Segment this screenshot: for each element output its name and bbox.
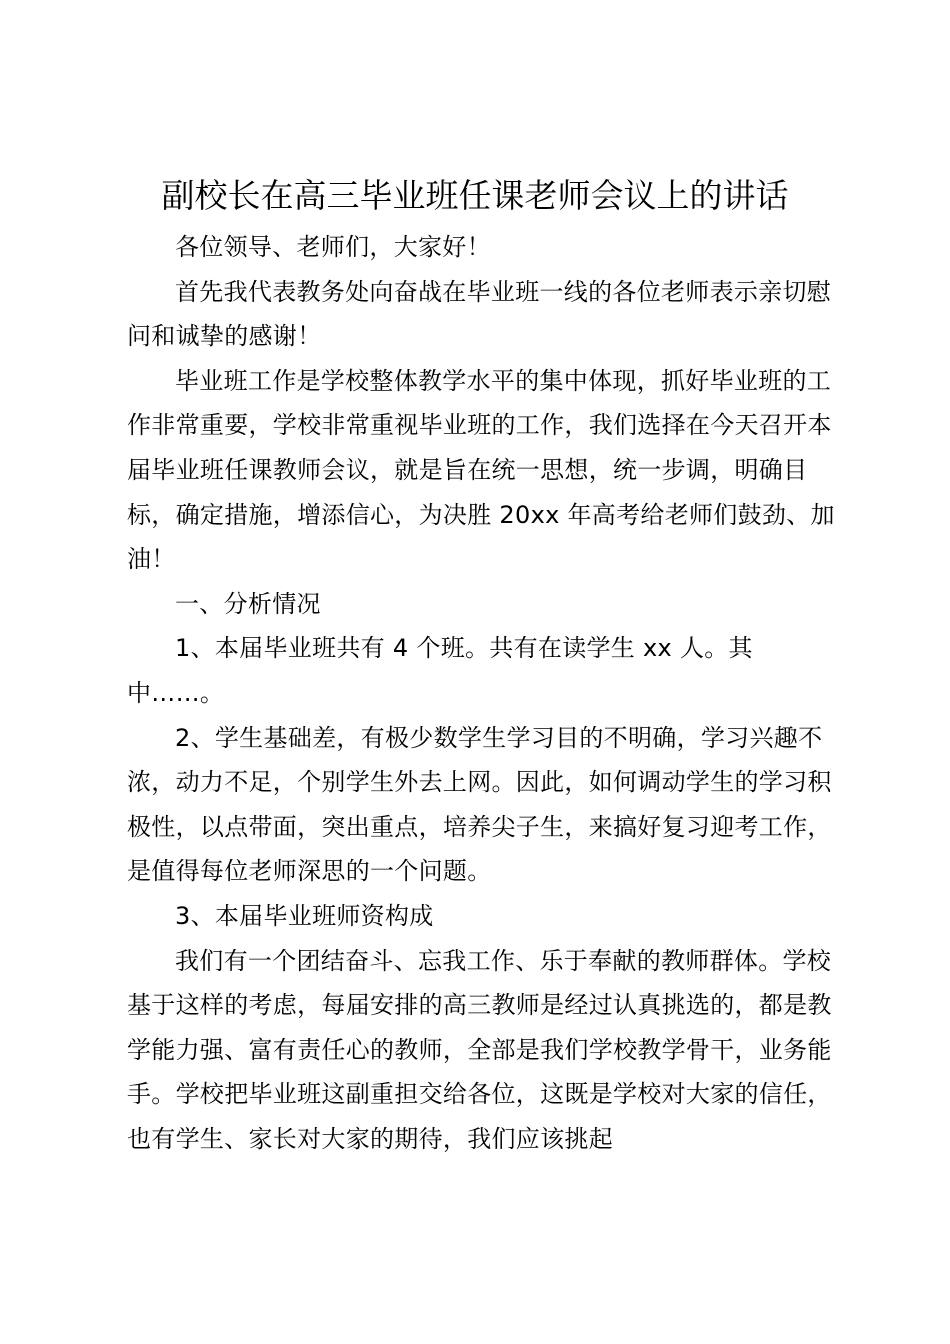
point-2-paragraph: 2、学生基础差，有极少数学生学习目的不明确，学习兴趣不浓，动力不足，个别学生外去上网。因此，如何调动学生的学习积极性，以点带面，突出重点，培养尖子生，来搞好复习迎考工作，是值得每位老师深思的一个问题。 [127, 723, 832, 886]
thanks-paragraph: 首先我代表教务处向奋战在毕业班一线的各位老师表示亲切慰问和诚挚的感谢！ [127, 277, 832, 351]
greeting-paragraph: 各位领导、老师们，大家好！ [175, 233, 491, 261]
purpose-paragraph: 毕业班工作是学校整体教学水平的集中体现，抓好毕业班的工作非常重要，学校非常重视毕业班的工作，我们选择在今天召开本届毕业班任课教师会议，就是旨在统一思想，统一步调，明确目标，确定措施，增添信心，为决胜 20xx 年高考给老师们鼓劲、加油！ [127, 366, 835, 574]
section-heading-analysis: 一、分析情况 [175, 589, 321, 618]
point-3-heading: 3、本届毕业班师资构成 [175, 901, 434, 930]
document-body [127, 225, 847, 1161]
teachers-paragraph: 我们有一个团结奋斗、忘我工作、乐于奉献的教师群体。学校基于这样的考虑，每届安排的高三教师是经过认真挑选的，都是教学能力强、富有责任心的教师，全部是我们学校教学骨干，业务能手。学校把毕业班这副重担交给各位，这既是学校对大家的信任，也有学生、家长对大家的期待，我们应该挑起 [127, 946, 832, 1153]
point-1-paragraph: 1、本届毕业班共有 4 个班。共有在读学生 xx 人。其中……。 [127, 634, 753, 707]
document-title: 副校长在高三毕业班任课老师会议上的讲话 [161, 176, 789, 215]
